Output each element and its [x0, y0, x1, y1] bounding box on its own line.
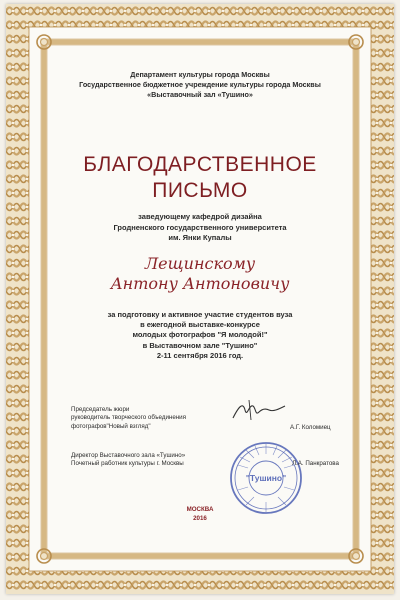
director-line-2: Почетный работник культуры г. Москвы — [71, 460, 184, 468]
certificate-sheet — [6, 4, 394, 594]
jury-chair-title — [71, 406, 231, 431]
recipient-name — [54, 254, 346, 294]
issuer-line-2: Государственное бюджетное учреждение культуры города Москвы — [79, 80, 321, 89]
reason-line-4: в Выставочном зале "Тушино" — [142, 340, 258, 350]
footer-year: 2016 — [193, 514, 207, 522]
handwritten-signature — [229, 396, 289, 426]
recipient-role-line-2: Гродненского государственного университета — [113, 222, 287, 232]
director-line-1: Директор Выставочного зала «Тушино» — [71, 452, 186, 459]
recipient-role-line-1: заведующему кафедрой дизайна — [138, 212, 262, 221]
reason-line-2: в ежегодной выставке-конкурсе — [140, 320, 260, 330]
reason-line-1: за подготовку и активное участие студентов вуза — [107, 310, 293, 319]
reason-line-3: молодых фотографов "Я молодой!" — [132, 330, 268, 340]
recipient-surname: Лещинскому — [144, 254, 256, 273]
place-and-year — [54, 506, 346, 523]
footer-city: МОСКВА — [186, 506, 214, 513]
document-title — [54, 152, 346, 204]
recipient-role-line-3: им. Янки Купалы — [168, 233, 232, 242]
issuer-header — [54, 70, 346, 100]
issuer-line-1: Департамент культуры города Москвы — [130, 70, 270, 79]
jury-line-1: Председатель жюри — [71, 406, 130, 413]
jury-line-3: фотографов"Новый взгляд" — [71, 422, 151, 430]
official-stamp — [228, 440, 304, 516]
certificate-content — [54, 52, 346, 546]
recipient-position — [54, 212, 346, 244]
title-line-2: ПИСЬМО — [152, 179, 248, 202]
jury-chair-name: А.Г. Коломиец — [290, 424, 331, 431]
title-line-1: БЛАГОДАРСТВЕННОЕ — [83, 153, 317, 176]
jury-line-2: руководитель творческого объединения — [71, 414, 186, 422]
stamp-center-text: "Тушино" — [245, 473, 287, 483]
director-name: Л.А. Панкратова — [292, 460, 339, 467]
reason-line-5: 2-11 сентября 2016 год. — [156, 350, 244, 360]
issuer-line-3: «Выставочный зал «Тушино» — [147, 90, 253, 99]
recipient-given-names: Антону Антоновичу — [110, 274, 290, 293]
award-reason — [54, 310, 346, 361]
